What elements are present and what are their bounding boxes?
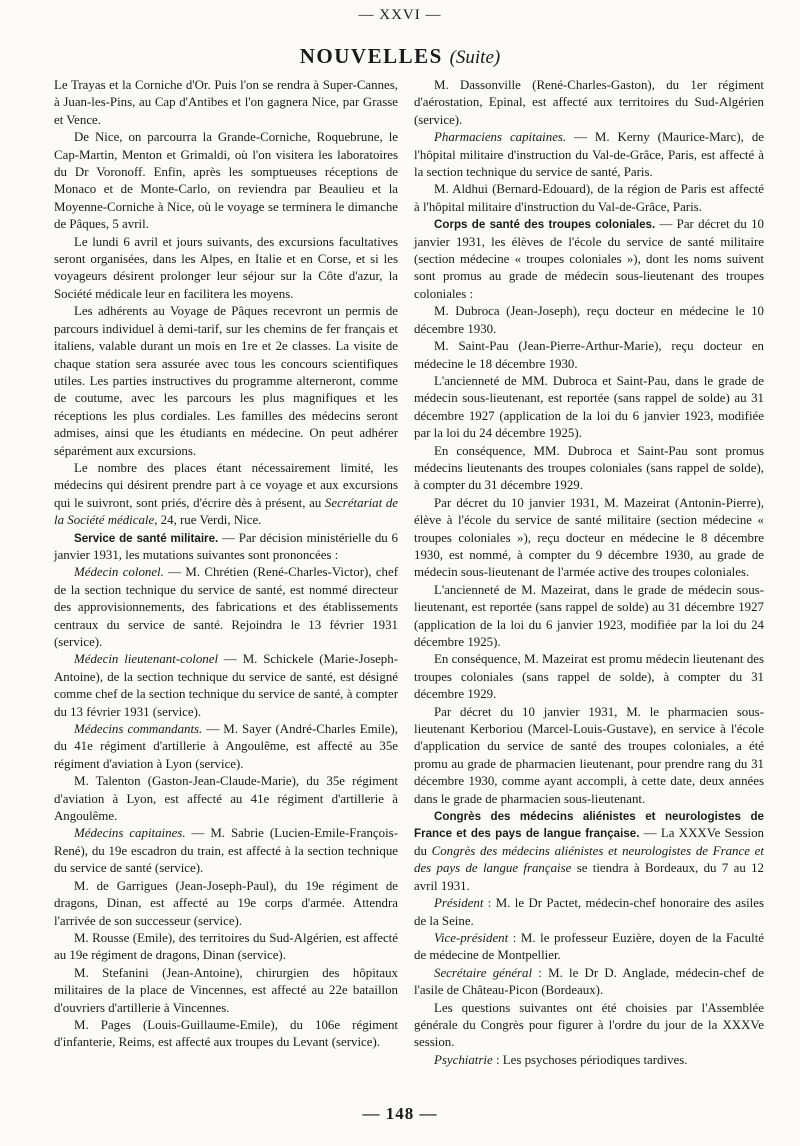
rank-label: Psychiatrie	[434, 1052, 493, 1067]
paragraph	[54, 930, 398, 965]
paragraph-text: En conséquence, MM. Dubroca et Saint-Pau sont promus médecins lieutenants des troupes coloniales (sans rappel de solde), à compter du 31 décembre 1929.	[414, 443, 764, 493]
section-heading: Service de santé militaire.	[74, 531, 219, 545]
paragraph	[54, 773, 398, 825]
paragraph	[54, 129, 398, 233]
right-column	[414, 77, 764, 1069]
paragraph-text: Par décret du 10 janvier 1931, M. Mazeirat (Antonin-Pierre), élève à l'école du service de santé militaire (section médecine « troupes coloniales »), reçu docteur en médecine le 8 décembre 1930, est nommé, à compter du 9 décembre 1930, au grade de médecin sous-lieutenant de l'armée active des troupes coloniales.	[414, 495, 764, 580]
paragraph-text: M. Dubroca (Jean-Joseph), reçu docteur en médecine le 10 décembre 1930.	[414, 304, 764, 336]
paragraph-text: M. Stefanini (Jean-Antoine), chirurgien des hôpitaux militaires de la place de Vincennes, est affecté au 22e bataillon d'ouvriers d'artillerie à Vincennes.	[54, 965, 398, 1015]
paragraph-text: M. Rousse (Emile), des territoires du Sud-Algérien, est affecté au 19e régiment de dragons, Dinan (service).	[54, 930, 398, 963]
paragraph-text-tail: 24, rue Verdi, Nice.	[157, 513, 262, 528]
paragraph-text: — Par décret du 10 janvier 1931, les élèves de l'école du service de santé militaire (section médecine « troupes coloniales »), dont les noms suivent sont promus au grade de médecin sous-lieutenant des troupes coloniales :	[414, 217, 764, 301]
paragraph	[54, 1017, 398, 1052]
paragraph	[54, 530, 398, 565]
paragraph	[414, 1000, 764, 1052]
title-text: NOUVELLES	[299, 44, 443, 68]
paragraph-text: Le Trayas et la Corniche d'Or. Puis l'on se rendra à Super-Cannes, à Juan-les-Pins, au Cap d'Antibes et l'on gagnera Nice, par Grasse et Vence.	[54, 78, 398, 127]
paragraph-text: : M. le Dr Pactet, médecin-chef honoraire des asiles de la Seine.	[414, 896, 764, 928]
paragraph-text: — M. Sayer (André-Charles Emile), du 41e régiment d'artillerie à Angoulême, est affecté au 35e régiment d'aviation à Lyon (service).	[54, 722, 399, 771]
italic-phrase: Congrès des médecins aliénistes et neurologistes de France et des pays de langue française	[414, 843, 764, 876]
paragraph-text: — La XXXVe Session du	[414, 826, 764, 858]
paragraph-text: L'ancienneté de M. Mazeirat, dans le grade de médecin sous-lieutenant, est reportée (sans rappel de solde) au 31 décembre 1927 (application de la loi du 6 janvier 1923, modifiée par la loi du 24 décembre 1925).	[414, 582, 764, 649]
rank-label: Médecin lieutenant-colonel	[74, 652, 219, 667]
paragraph-text: — M. Sabrie (Lucien-Emile-François-René), du 19e escadron du train, est affecté à la section technique du service de santé (service).	[54, 826, 398, 876]
paragraph	[414, 808, 764, 895]
paragraph	[414, 303, 764, 338]
paragraph-text: De Nice, on parcourra la Grande-Corniche, Roquebrune, le Cap-Martin, Menton et Grimaldi, où l'on visitera les laboratoires du Dr Voronoff. Enfin, après les somptueuses réceptions de Monaco et de Monte-Carlo, on reviendra par Beaulieu et la Moyenne-Corniche à Nice, où le voyage se terminera le dimanche de Pâques, 5 avril.	[54, 130, 398, 232]
paragraph	[414, 582, 764, 652]
paragraph-text: M. de Garrigues (Jean-Joseph-Paul), du 19e régiment de dragons, Dinan, est affecté au 19e corps d'armée. Attendra l'arrivée de son successeur (service).	[54, 878, 398, 928]
paragraph-text-tail: se tiendra à Bordeaux, du 7 au 12 avril 1931.	[414, 861, 765, 893]
page-number: — 148 —	[362, 1104, 438, 1123]
paragraph	[414, 965, 764, 1000]
rank-label: Secrétaire général	[434, 965, 533, 980]
section-heading: Congrès des médecins aliénistes et neurologistes de France et des pays de langue française.	[414, 810, 764, 841]
paragraph-text: Les adhérents au Voyage de Pâques recevront un permis de parcours individuel à demi-tarif, sur les chemins de fer français et italiens, valable durant un mois en 1re et 2e classes. La visite de chaque station sera assurée avec tous les concours scientifiques utiles. Les parties instructives du programme alterneront, comme de coutume, avec les parcours les plus magnifiques et les réceptions les plus cordiales. Les familles des médecins seront admises, ainsi que les étudiants en médecine. On peut adhérer séparément aux excursions.	[54, 304, 398, 458]
title-suffix: (Suite)	[449, 47, 501, 68]
paragraph-text: : M. le Dr D. Anglade, médecin-chef de l'asile de Château-Picon (Bordeaux).	[414, 965, 765, 998]
section-number: — XXVI —	[358, 7, 442, 23]
paragraph	[414, 495, 764, 582]
paragraph-text: — M. Kerny (Maurice-Marc), de l'hôpital militaire d'instruction du Val-de-Grâce, Paris, est affecté à la section technique du service de santé, Paris.	[414, 130, 764, 180]
paragraph	[54, 721, 398, 773]
paragraph	[414, 129, 764, 181]
paragraph	[54, 825, 398, 877]
paragraph-text: Les questions suivantes ont été choisies par l'Assemblée générale du Congrès pour figurer à l'ordre du jour de la XXXVe session.	[414, 1000, 764, 1050]
paragraph	[54, 564, 398, 651]
paragraph-text: M. Saint-Pau (Jean-Pierre-Arthur-Marie), reçu docteur en médecine le 18 décembre 1930.	[414, 339, 764, 371]
paragraph	[414, 1052, 764, 1069]
paragraph-text: Par décret du 10 janvier 1931, M. le pharmacien sous-lieutenant Kerboriou (Marcel-Louis-Gustave), en service à l'école d'application du service de santé des troupes coloniales, a été promu au grade de pharmacien lieutenant, pour prendre rang du 31 décembre 1930, comme ayant accompli, à cette date, deux années dans le grade de pharmacien sous-lieutenant.	[414, 704, 764, 806]
rank-label: Médecins capitaines.	[74, 826, 186, 841]
paragraph	[54, 303, 398, 460]
paragraph-text: — M. Schickele (Marie-Joseph-Antoine), de la section technique du service de santé, est désigné comme chef de la section technique du service de santé, à compter du 13 février 1931 (service).	[54, 652, 398, 719]
paragraph	[54, 878, 398, 930]
paragraph	[414, 895, 764, 930]
paragraph	[414, 930, 764, 965]
paragraph-text: — M. Chrétien (René-Charles-Victor), chef de la section technique du service de santé, est nommé directeur des approvisionnements, des fabrications et des établissements centraux du service de santé. Rejoindra le 13 février 1931 (service).	[54, 565, 398, 649]
left-column	[54, 77, 398, 1052]
paragraph-text: — Par décision ministérielle du 6 janvier 1931, les mutations suivantes sont prononcées :	[54, 530, 398, 562]
paragraph-text: : Les psychoses périodiques tardives.	[492, 1052, 688, 1067]
rank-label: Président	[434, 896, 484, 911]
rank-label: Médecins commandants.	[74, 722, 203, 737]
paragraph-text: : M. le professeur Euzière, doyen de la Faculté de médecine de Montpellier.	[414, 930, 764, 963]
paragraph-text: M. Pages (Louis-Guillaume-Emile), du 106e régiment d'infanterie, Reims, est affecté aux troupes du Levant (service).	[54, 1017, 398, 1050]
page-title	[0, 44, 800, 69]
paragraph	[54, 234, 398, 304]
paragraph-text: Le lundi 6 avril et jours suivants, des excursions facultatives seront organisées, dans les Alpes, en Italie et en Corse, et si les voyageurs désirent prolonger leur séjour sur la Côte d'azur, la Société médicale leur en facilitera les moyens.	[54, 234, 398, 301]
paragraph-text: L'ancienneté de MM. Dubroca et Saint-Pau, dans le grade de médecin sous-lieutenant, est reportée (sans rappel de solde) au 31 décembre 1927 (application de la loi du 6 janvier 1923, modifiée par la loi du 24 décembre 1925).	[414, 373, 764, 441]
rank-label: Pharmaciens capitaines.	[434, 130, 567, 145]
paragraph	[414, 338, 764, 373]
section-heading: Corps de santé des troupes coloniales.	[434, 218, 656, 232]
paragraph	[414, 216, 764, 303]
italic-phrase: Secrétariat de la Société médicale,	[54, 495, 398, 528]
paragraph	[54, 965, 398, 1017]
paragraph	[414, 704, 764, 808]
paragraph	[414, 651, 764, 703]
paragraph-text: M. Dassonville (René-Charles-Gaston), du 1er régiment d'aérostation, Epinal, est affecté aux territoires du Sud-Algérien (service).	[414, 78, 764, 127]
rank-label: Médecin colonel.	[74, 565, 164, 580]
paragraph	[54, 460, 398, 530]
paragraph	[414, 443, 764, 495]
paragraph	[54, 77, 398, 129]
rank-label: Vice-président	[434, 930, 509, 945]
paragraph	[54, 651, 398, 721]
paragraph	[414, 77, 764, 129]
paragraph-text: M. Talenton (Gaston-Jean-Claude-Marie), du 35e régiment d'aviation à Lyon, est affecté au 41e régiment d'artillerie à Angoulême.	[54, 774, 398, 824]
paragraph-text: En conséquence, M. Mazeirat est promu médecin lieutenant des troupes coloniales (sans rappel de solde), à compter du 31 décembre 1929.	[414, 652, 764, 702]
paragraph	[414, 373, 764, 443]
paragraph-text: Le nombre des places étant nécessairement limité, les médecins qui désirent prendre part à ce voyage et aux excursions qui le suivront, sont priés, d'écrire dès à présent, au	[54, 460, 398, 510]
paragraph	[414, 181, 764, 216]
paragraph-text: M. Aldhui (Bernard-Edouard), de la région de Paris est affecté à l'hôpital militaire d'instruction du Val-de-Grâce, Paris.	[414, 182, 764, 214]
